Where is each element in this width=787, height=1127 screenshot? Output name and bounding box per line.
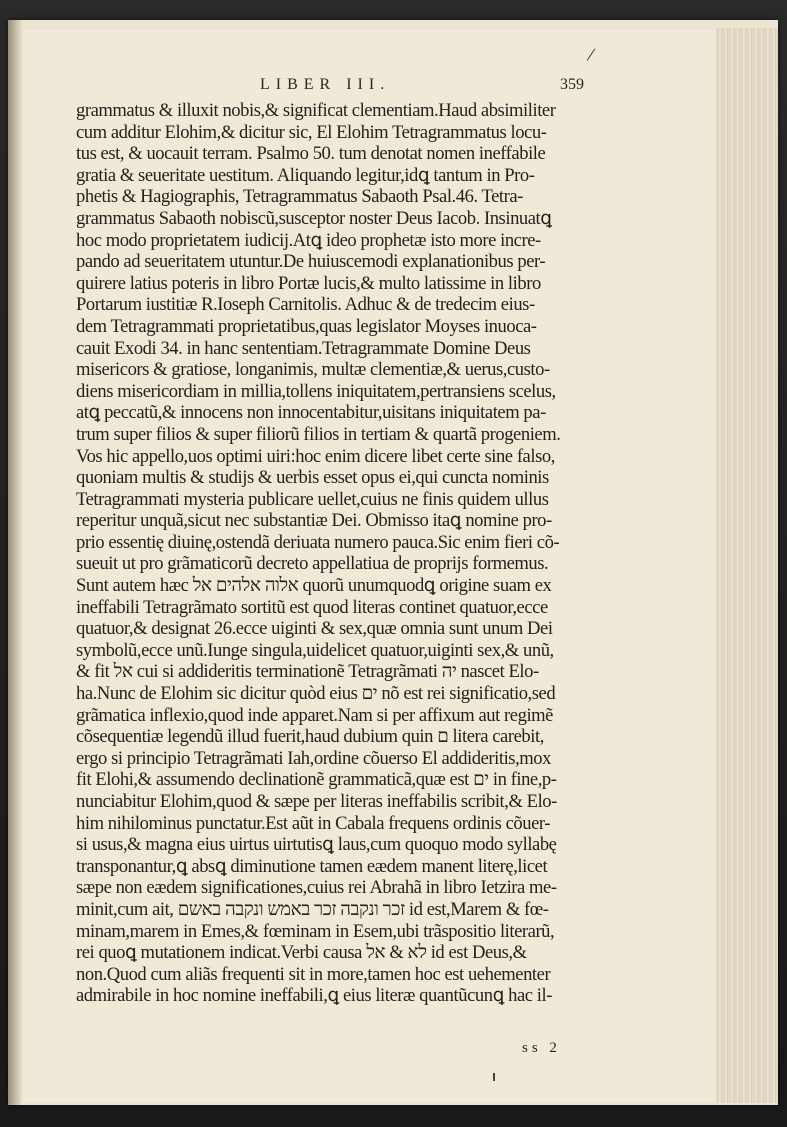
text-line: nunciabitur Elohim,quod & sæpe per literas ineffabilis scribit,& Elo- (76, 791, 557, 812)
text-line: grãmatica inflexio,quod inde apparet.Nam si per affixum aut regimẽ (76, 704, 553, 726)
text-line: cauit Exodi 34. in hanc sententiam.Tetragrammate Domine Deus (76, 337, 531, 359)
text-line (76, 1007, 606, 1029)
page-number: 359 (560, 76, 584, 93)
text-line: & fit אל cui si addideritis terminationẽ Tetragrãmati יה nascet Elo- (76, 661, 539, 683)
text-line: hoc modo proprietatem iudicij.At​ꝗ ideo prophetæ isto more incre- (76, 229, 541, 251)
text-line: diens misericordiam in millia,tollens iniquitatem,pertransiens scelus, (76, 380, 556, 402)
text-line: non.Quod cum aliãs frequenti sit in more,tamen hoc est uehementer (76, 963, 551, 985)
text-line: ha.Nunc de Elohim sic dicitur quòd eius ים nõ est rei significatio,sed (76, 683, 556, 705)
text-line: Tetragrammati mysteria publicare uellet,cuius ne finis quidem ullus (76, 488, 549, 510)
text-line: quatuor,& designat 26.ecce uiginti & sex,quæ omnia sunt unum Dei (76, 618, 553, 640)
text-line: transponantur,ꝗ abs​ꝗ diminutione tamen eædem manent literę,licet (76, 855, 548, 877)
text-line: sæpe non eædem significationes,cuius rei Abrahã in libro Ietzira me- (76, 877, 557, 899)
text-line: ineffabili Tetragrãmato sortitũ est quod literas continet quatuor,ecce (76, 596, 548, 618)
text-line: ergo si principio Tetragrãmati Iah,ordine cõuerso El addideritis,mox (76, 747, 551, 769)
text-line: at​ꝗ peccatũ,& innocens non innocentabitur,uisitans iniquitatem pa- (76, 402, 546, 424)
text-line: reperitur unquã,sicut nec substantiæ Dei. Obmisso ita​ꝗ nomine pro- (76, 510, 552, 532)
running-head: LIBER III. (260, 76, 391, 93)
text-line: rei quo​ꝗ mutationem indicat.Verbi causa לא & אל id est Deus,& (76, 942, 527, 964)
text-line: Sunt autem hæc אלוה אלהים אל quorũ unumquod​ꝗ origine suam ex (76, 575, 552, 597)
bottom-margin-mark (493, 1073, 495, 1081)
page-header (0, 76, 787, 100)
text-line: prio essentię diuinę,ostendã deriuata numero pauca.Sic enim fieri cõ- (76, 531, 560, 553)
text-line: sueuit ut pro grãmaticorũ decreto appellatiua de proprijs formemus. (76, 553, 549, 575)
margin-mark: / (585, 43, 597, 67)
text-line: trum super filios & super filiorũ filios in tertiam & quartã progeniem. (76, 423, 561, 445)
text-line: grammatus & illuxit nobis,& significat clementiam.Haud absimiliter (76, 100, 556, 121)
body-text (76, 100, 606, 1029)
page-fore-edge (716, 28, 778, 1103)
signature-mark: ss 2 (522, 1040, 561, 1056)
page-footer (0, 1040, 787, 1062)
text-line: grammatus Sabaoth nobiscũ,susceptor noster Deus Iacob. Insinuat​ꝗ (76, 207, 552, 229)
text-line: phetis & Hagiographis, Tetragrammatus Sabaoth Psal.46. Tetra- (76, 186, 523, 208)
text-line: si usus,& magna eius uirtus uirtutis​ꝗ laus,cum quoquo modo syllabę (76, 834, 557, 856)
text-line: symbolũ,ecce unũ.Iunge singula,uidelicet quatuor,uiginti sex,& unũ, (76, 639, 554, 661)
text-line: quoniam multis & studijs & uerbis esset opus ei,qui cuncta nominis (76, 467, 549, 489)
text-line: minit,cum ait, זכר ונקבה זכר באמש ונקבה באשם id est,Marem & fœ- (76, 898, 549, 920)
text-line: gratia & seueritate uestitum. Aliquando legitur,id​ꝗ tantum in Pro- (76, 164, 535, 186)
text-line: fit Elohi,& assumendo declinationẽ grammaticã,quæ est ים in fine,p- (76, 769, 557, 791)
text-line: pando ad seueritatem utuntur.De huiuscemodi explanationibus per- (76, 251, 546, 273)
text-line: minam,marem in Emes,& fœminam in Esem,ubi trãspositio literarũ, (76, 920, 555, 942)
text-line: cum additur Elohim,& dicitur sic, El Elohim Tetragrammatus locu- (76, 121, 547, 143)
text-line: dem Tetragrammati proprietatibus,quas legislator Moyses inuoca- (76, 315, 537, 337)
text-line: tus est, & uocauit terram. Psalmo 50. tum denotat nomen ineffabile (76, 143, 546, 165)
text-line: admirabile in hoc nomine ineffabili,ꝗ eius literæ quantũcun​ꝗ hac il- (76, 985, 552, 1007)
text-line: cõsequentiæ legendũ illud fuerit,haud dubium quin ם litera carebit, (76, 726, 544, 748)
text-line: quirere latius poteris in libro Portæ lucis,& multo latissime in libro (76, 272, 541, 294)
text-line: misericors & gratiose, longanimis, multæ clementiæ,& uerus,custo- (76, 359, 550, 381)
page-gutter (8, 20, 22, 1105)
text-line: Portarum iustitiæ R.Ioseph Carnitolis. Adhuc & de tredecim eius- (76, 294, 535, 316)
text-line: him nihilominus punctatur.Est aũt in Cabala frequens ordinis cõuer- (76, 812, 550, 834)
text-line: Vos hic appello,uos optimi uiri:hoc enim dicere libet certe sine falso, (76, 445, 555, 467)
